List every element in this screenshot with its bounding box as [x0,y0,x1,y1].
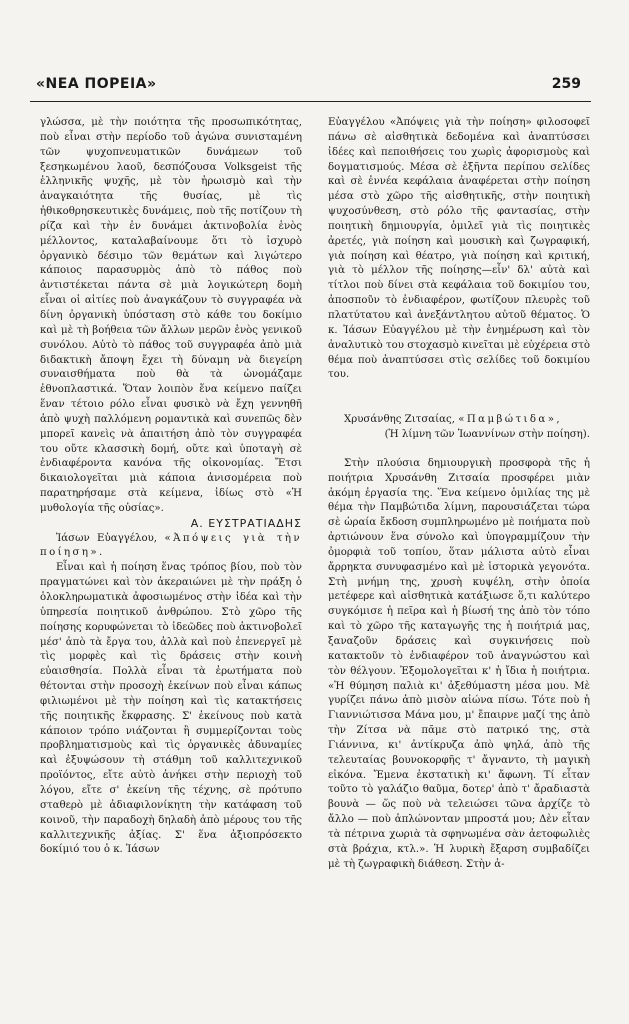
right-paragraph-1: Εὐαγγέλου «Ἀπόψεις γιὰ τὴν ποίηση» φιλοσοφεῖ πάνω σὲ αἰσθητικὰ δεδομένα καὶ ἀναπτύσσει ἰδέες καὶ πεποιθήσεις του χωρὶς ἀφορισμοὺς καὶ δογματισμούς. Μέσα σὲ ἑξῆντα περίπου σελίδες καὶ σὲ ἐννέα κεφάλαια ἀναφέρεται στὴν ποίηση μέσα στὸ χῶρο τῆς αἰσθητικῆς, στὴν ποιητικὴ ψυχοσύνθεση, στὸ ρόλο τῆς φαντασίας, στὴν ποιητικὴ δημιουργία, ὁμιλεῖ γιὰ τὶς ποιητικὲς ἀρετές, γιὰ ποίηση καὶ μουσικὴ καὶ ζωγραφική, γιὰ ποίηση καὶ θέατρο, γιὰ ποίηση καὶ κριτική, γιὰ τὸ μέλλον τῆς ποίησης—εἶν' δλ' αὐτὰ καὶ τίτλοι ποὺ δίνει στὰ κεφάλαια τοῦ δοκιμίου του, ἀποσποῦν τὸ ἐνδιαφέρον, φωτίζουν πλευρὲς τοῦ πλατύτατου καὶ ἀνεξάντλητου αὐτοῦ θέματος. Ὁ κ. Ἰάσων Εὐαγγέλου μὲ τὴν ἐνημέρωση καὶ τὸν ἀναλυτικὸ του στοχασμὸ κινεῖται μὲ εὐχέρεια στὸ θέμα ποὺ ἀναπτύσσει στὶς σελίδες τοῦ δοκιμίου του. [328,117,590,381]
left-paragraph-2: Εἶναι καὶ ἡ ποίηση ἕνας τρόπος βίου, ποὺ τὸν πραγματώνει καὶ τὸν ἀκεραιώνει μὲ τὴν πράξη ὁ ὁλοκληρωματικὰ ἀφοσιωμένος στὴν ἰδέα καὶ τὴν ὑπηρεσία ποιητικοῦ ἀνθρώπου. Στὸ χῶρο τῆς ποίησης κορυφώνεται τὸ ἰδεῶδες ποὺ ἀκτινοβολεῖ μέσ' ἀπὸ τὰ ἔργα του, ἀλλὰ καὶ ποὺ ἐπενεργεῖ μὲ τὶς μορφὲς καὶ τὶς δράσεις στὴν κοινὴ εὐαισθησία. Πολλὰ εἶναι τὰ ἐρωτήματα ποὺ θέτονται στὴν προσοχὴ ἐκείνων ποὺ εἶναι κάπως φιλιωμένοι μὲ τὴν ποίηση καὶ τὶς κατακτήσεις τῆς ποιητικῆς ἔκφρασης. Σ' ἐκείνους ποὺ κατὰ κάποιον τρόπο νιάζονται ἢ συμμερίζονται τοὺς προβληματισμοὺς καὶ τὶς ὀργανικὲς ἀδυναμίες καὶ ἐξυψώσουν τὴ στάθμη τοῦ καλλιτεχνικοῦ προϊόντος, εἴτε αὐτὸ ἀνήκει στὴν περιοχὴ τοῦ λόγου, εἴτε σ' ἐκείνη τῆς τέχνης, σὲ πρότυπο σταθερὸ μὲ ἀδιαφιλονίκητη τὴν κατάφαση τοῦ κοινοῦ, τὴν παραδοχὴ δηλαδὴ ἀπὸ μέρους του τῆς καλλιτεχνικῆς ἀξίας. Σ' ἕνα ἀξιοπρόσεκτο δοκίμιό του ὁ κ. Ἰάσων [40,562,302,856]
review-title-1: «Ἀπόψεις γιὰ τὴν ποίηση». [40,532,302,559]
review-title-2: «Παμβώτιδα», [458,414,562,426]
running-title: «ΝΕΑ ΠΟΡΕΙΑ» [36,76,157,92]
left-column [40,116,302,858]
page-number: 259 [551,76,581,92]
review-heading-2 [328,413,590,428]
review-author-1: Ἰάσων Εὐαγγέλου, [56,532,165,544]
left-paragraph-1: γλώσσα, μὲ τὴν ποιότητα τῆς προσωπικότητας, ποὺ εἶναι στὴν περίοδο τοῦ ἀγώνα συνισταμένη τῶν ψυχοπνευματικῶν δυνάμεων τοῦ ξεσηκωμένου λαοῦ, δεσπόζουσα Volksgeist τῆς ἑλληνικῆς ψυχῆς, μὲ τὸν ἡρωισμὸ καὶ τὴν ἀναγκαιότητα τῆς θυσίας, μὲ τὶς ἠθικοθρησκευτικὲς δυνάμεις, ποὺ τῆς ποτίζουν τὴ ρίζα καὶ τὴν ἐν δυνάμει ἀκτινοβολία ἑνὸς μέλλοντος, καταλαβαίνουμε ὅτι τὸ ἰσχυρὸ ὀργανικὸ δέσιμο τῶν θεμάτων καὶ λιγώτερο κάποιος παρασυρμὸς ἀπὸ τὸ πάθος ποὺ ἀντιστέκεται πάντα σὲ μιὰ λογικώτερη δομὴ εἶναι οἱ αἰτίες ποὺ ἀναγκάζουν τὸ συγγραφέα νὰ δίνη ὀργανικὴ ὑπόσταση στὸ κάθε του δοκίμιο καὶ μὲ τὴ βοήθεια τῶν ἄλλων μερῶν ἑνὸς γενικοῦ συνόλου. Αὐτὸ τὸ πάθος τοῦ συγγραφέα ἀπὸ μιὰ διδακτικὴ ἄποψη ἔχει τὴ δύναμη νὰ διεγείρη συναισθήματα ποὺ θὰ τὰ ὠνομάζαμε ἐθνοπλαστικά. Ὅταν λοιπὸν ἕνα κείμενο παίζει ἕναν τέτοιο ρόλο εἶναι φυσικὸ νὰ ἔχη γεννηθῆ ἀπὸ ψυχὴ παλλόμενη ρομαντικὰ καὶ συνεπῶς δὲν μπορεῖ κανεὶς νὰ ἀπαιτήση ἀπὸ τὸν συγγραφέα του οὔτε κλασσικὴ δομή, οὔτε καὶ ὑποταγὴ σὲ ἐνδιαφέροντα κανόνα τῆς οἰκονομίας. Ἔτσι δικαιολογεῖται μιὰ κάποια ἀνισομέρεια ποὺ παρατηρήσαμε στὰ κείμενα, ἰδίως στὸ «Ἡ μυθολογία τῆς οὐσίας». [40,117,302,514]
header-rule [30,101,591,102]
review-subtitle-2: (Ἡ λίμνη τῶν Ἰωαννίνων στὴν ποίηση). [384,429,590,441]
signature: Α. ΕΥΣΤΡΑΤΙΑΔΗΣ [190,516,302,530]
review-heading-1 [40,532,302,562]
right-paragraph-2: Στὴν πλούσια δημιουργικὴ προσφορὰ τῆς ἡ ποιήτρια Χρυσάνθη Ζιτσαία προσφέρει μιὰν ἀκόμη ἐργασία της. Ἕνα κείμενο ὁμιλίας της μὲ θέμα τὴν Παμβώτιδα λίμνη, παρουσιάζεται τώρα σὲ ὡραία ἔκδοση συμπληρωμένο μὲ ποιήματα ποὺ ἀρτιώνουν ἕνα σύνολο καὶ ὑπογραμμίζουν τὴν ὀμορφιὰ τοῦ τοπίου, ὅταν μάλιστα αὐτὸ εἶναι ἄρρηκτα συνυφασμένο καὶ μὲ ἱστορικὰ γεγονότα. Στὴ μνήμη της, χρυσὴ κυψέλη, στὴν ὁποία μετέφερε καὶ αἰσθητικὰ κατάξιωσε ὅ,τι καλύτερο συγκόμισε ἡ πεῖρα καὶ ἡ βίωσή της ἀπὸ τὸν τόπο καὶ τὸ χῶρο τῆς καταγωγῆς της ἡ ποιήτριά μας, ξαναζοῦν δράσεις καὶ συγκινήσεις ποὺ κατακτοῦν τὸ ἐνδιαφέρον τοῦ ἀναγνώστου καὶ τὸν θέλγουν. Ἐξομολογεῖται κ' ἡ ἴδια ἡ ποιήτρια. «Ἡ θύμηση παλιὰ κι' ἀξεθύμαστη μέσα μου. Μὲ γυρίζει πάνω ἀπὸ μισὸν αἰώνα πίσω. Τότε ποὺ ἡ Γιαννιώτισσα Μάνα μου, μ' ἔπαιρνε μαζί της ἀπὸ τὴν Ζίτσα νὰ πᾶμε στὸ πατρικό της, στὰ Γιάννινα, κι' ἀντίκρυζα ἀπὸ ψηλά, ἀπὸ τῆς τελευταίας βουνοκορφῆς τ' ἄγναντο, τὴ μαγικὴ εἰκόνα. Ἔμενα ἐκστατικὴ κι' ἄφωνη. Τί εἶταν τοῦτο τὸ γαλάζιο θαῦμα, δοτερ' ἀπὸ τ' ἄραδιαστὰ βουνὰ — ὥς ποὺ νὰ τελειώσει τῶνα ἀρχίζε τὸ ἄλλο — ποὺ ἀπλώνονταν μπροστά μου; Δὲν εἶταν τὰ πέτρινα χωριὰ τὰ σφηνωμένα σὰν ἀετοφωλιὲς στὰ βράχια, κτλ.». Ἡ λυρικὴ ἔξαρση συμβαδίζει μὲ τὴ ζωγραφικὴ διάθεση. Στὴν ἀ- [328,457,590,870]
section-gap [328,383,590,413]
review-author-2: Χρυσάνθης Ζιτσαίας, [344,414,459,426]
right-column [328,116,590,873]
page-header [36,76,581,96]
